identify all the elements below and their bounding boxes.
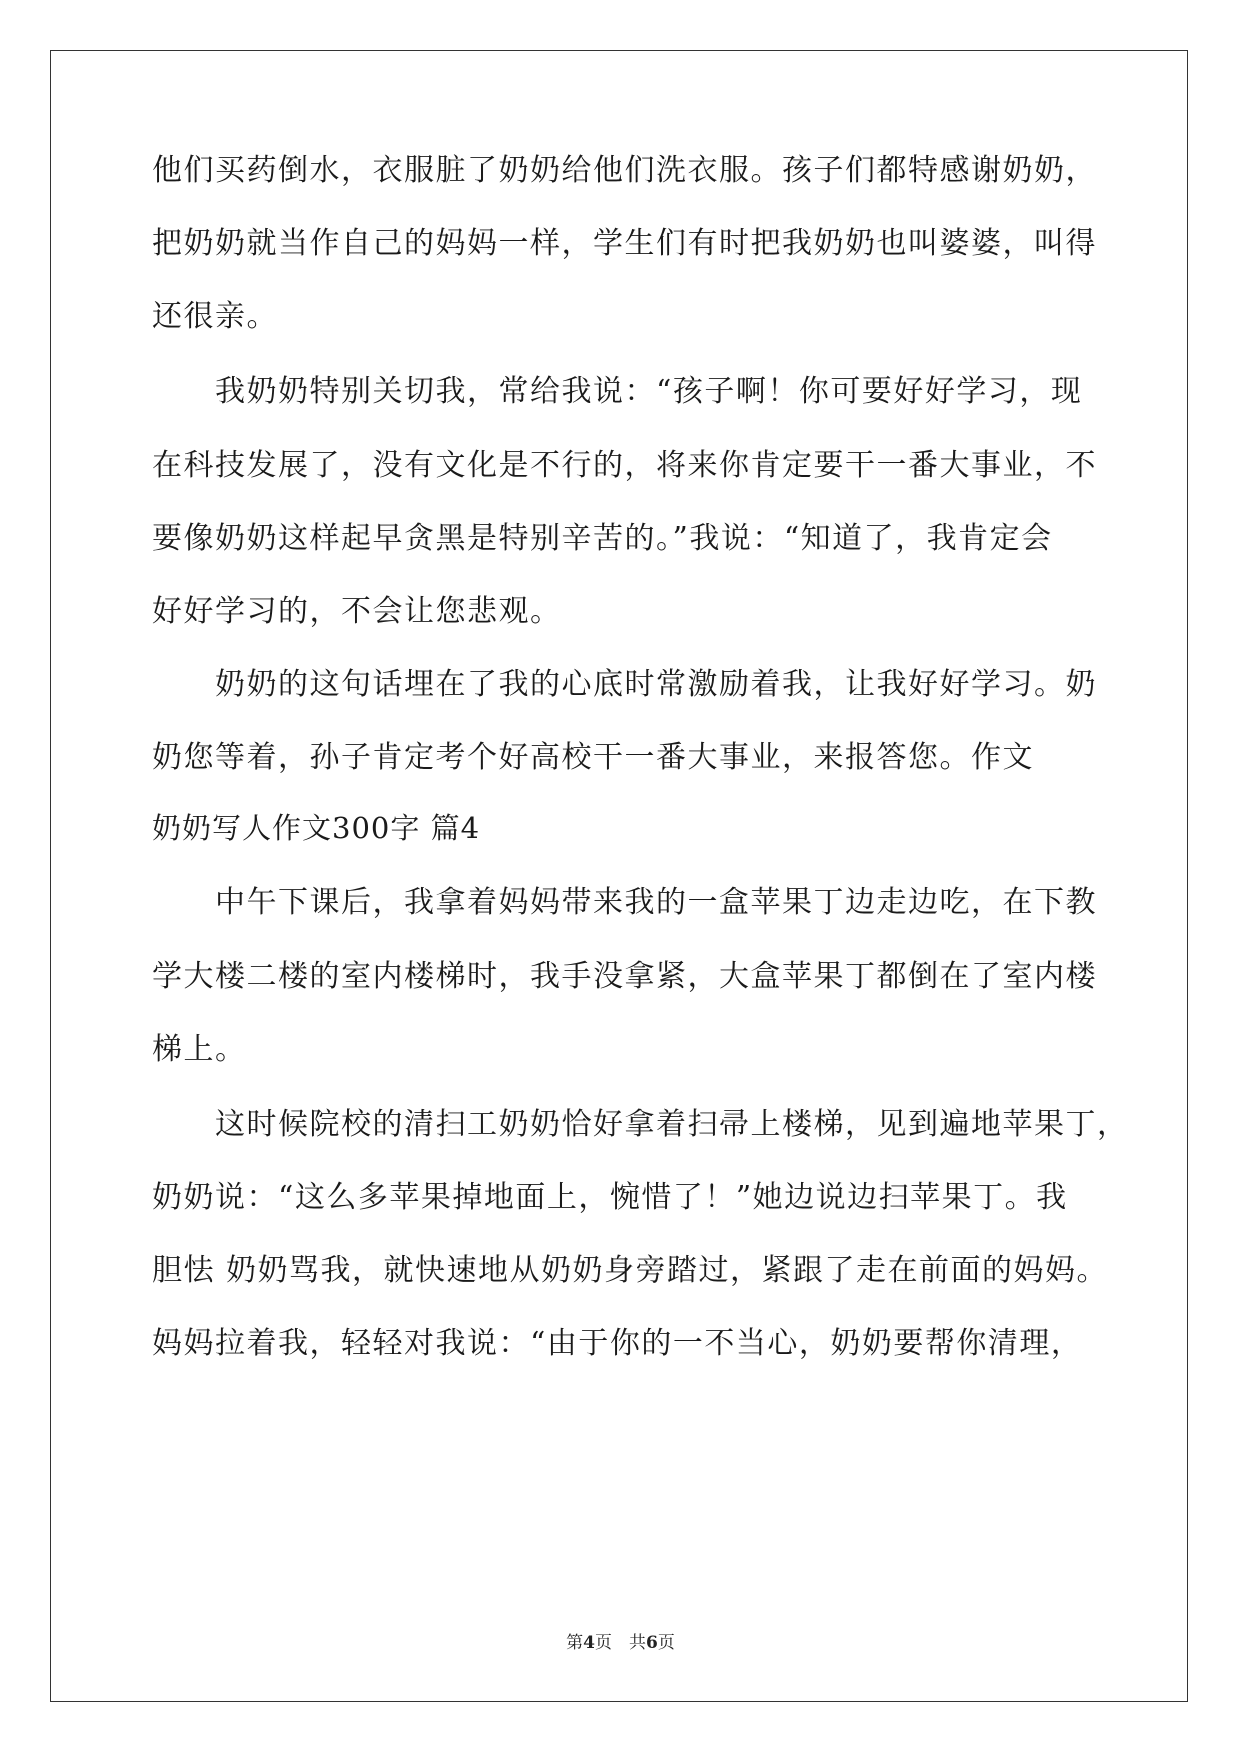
text-line-2: 把奶奶就当作自己的妈妈一样，学生们有时把我奶奶也叫婆婆，叫得: [152, 226, 1097, 261]
page-number-total: 6: [646, 1633, 658, 1653]
section-heading: 奶奶写人作文300字 篇4: [152, 811, 481, 845]
page-number-suffix: 页: [657, 1633, 675, 1653]
page-footer: [0, 1631, 1241, 1655]
text-line-16: 胆怯 奶奶骂我，就快速地从奶奶身旁踏过，紧跟了走在前面的妈妈。: [152, 1253, 1109, 1288]
text-line-3: 还很亲。: [152, 299, 278, 334]
text-line-17: 妈妈拉着我，轻轻对我说：“由于你的一不当心，奶奶要帮你清理，: [152, 1326, 1083, 1361]
page-number-prefix: 第: [566, 1633, 584, 1653]
text-line-5: 在科技发展了，没有文化是不行的，将来你肯定要干一番大事业，不: [152, 448, 1097, 483]
text-line-14: 这时候院校的清扫工奶奶恰好拿着扫帚上楼梯，见到遍地苹果丁，: [152, 1107, 1129, 1142]
text-line-4: 我奶奶特别关切我，常给我说：“孩子啊！你可要好好学习，现: [152, 374, 1083, 409]
text-line-6: 要像奶奶这样起早贪黑是特别辛苦的。”我说：“知道了，我肯定会: [152, 521, 1053, 556]
text-line-13: 梯上。: [152, 1032, 247, 1067]
page-number-current: 4: [583, 1633, 595, 1653]
page-number-mid: 页 共: [595, 1633, 646, 1653]
text-line-7: 好好学习的，不会让您悲观。: [152, 594, 562, 629]
text-line-1: 他们买药倒水，衣服脏了奶奶给他们洗衣服。孩子们都特感谢奶奶，: [152, 153, 1097, 188]
text-line-9: 奶您等着，孙子肯定考个好高校干一番大事业，来报答您。作文: [152, 740, 1034, 775]
text-line-12: 学大楼二楼的室内楼梯时，我手没拿紧，大盒苹果丁都倒在了室内楼: [152, 959, 1097, 994]
text-line-15: 奶奶说：“这么多苹果掉地面上，惋惜了！”她边说边扫苹果丁。我: [152, 1180, 1068, 1215]
text-line-11: 中午下课后，我拿着妈妈带来我的一盒苹果丁边走边吃，在下教: [152, 885, 1097, 920]
text-line-8: 奶奶的这句话埋在了我的心底时常激励着我，让我好好学习。奶: [152, 667, 1097, 702]
